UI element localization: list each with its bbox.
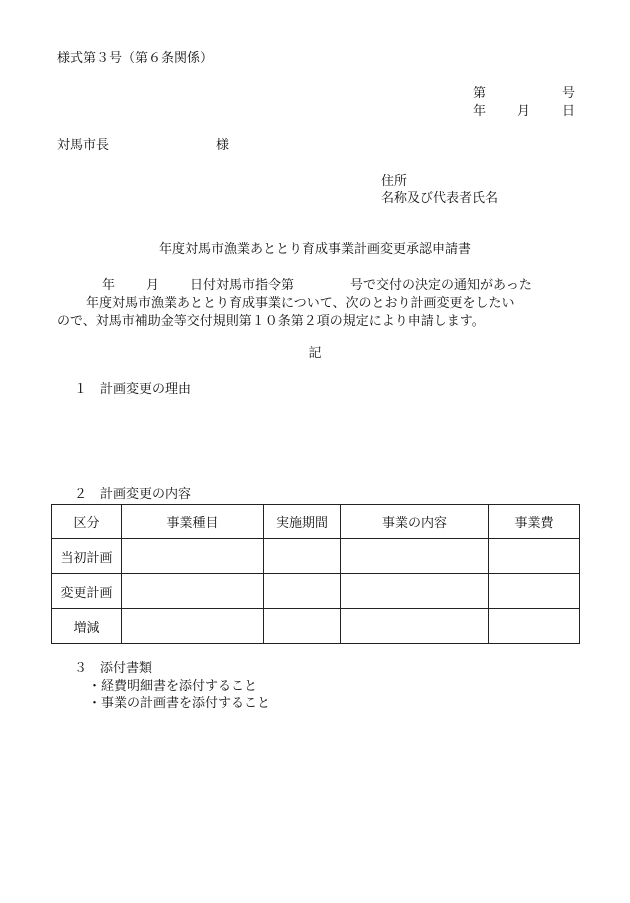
row-label-difference: 増減 xyxy=(52,609,122,644)
table-cell[interactable] xyxy=(341,539,489,574)
table-header-cost: 事業費 xyxy=(489,505,580,539)
body-notice-text: 日付対馬市指令第 xyxy=(190,278,295,293)
date-day-label: 日 xyxy=(561,104,575,119)
table-row xyxy=(52,574,580,609)
document-number-suffix: 号 xyxy=(561,86,575,101)
body-line-3: ので、対馬市補助金等交付規則第１０条第２項の規定により申請します。 xyxy=(57,314,485,329)
table-cell[interactable] xyxy=(489,539,580,574)
date-month-label: 月 xyxy=(517,104,531,119)
applicant-name-label: 名称及び代表者氏名 xyxy=(381,191,499,206)
table-cell[interactable] xyxy=(264,574,341,609)
table-cell[interactable] xyxy=(341,574,489,609)
plan-change-table xyxy=(51,504,580,644)
table-cell[interactable] xyxy=(489,574,580,609)
table-header-row xyxy=(52,505,580,539)
body-notice-end-text: 号で交付の決定の通知があった xyxy=(350,278,532,293)
table-row xyxy=(52,609,580,644)
row-label-original-plan: 当初計画 xyxy=(52,539,122,574)
row-label-changed-plan: 変更計画 xyxy=(52,574,122,609)
body-year-label: 年 xyxy=(102,278,116,293)
table-header-project-type: 事業種目 xyxy=(122,505,264,539)
table-cell[interactable] xyxy=(122,609,264,644)
section-1-heading: １ 計画変更の理由 xyxy=(74,382,192,397)
body-line-1 xyxy=(102,278,562,294)
document-date-line xyxy=(473,104,575,120)
table-cell[interactable] xyxy=(341,609,489,644)
document-number-line xyxy=(473,86,575,102)
table-row xyxy=(52,539,580,574)
body-line-2: 年度対馬市漁業あととり育成事業について、次のとおり計画変更をしたい xyxy=(86,296,515,311)
addressee-honorific: 様 xyxy=(216,138,230,153)
ki-marker: 記 xyxy=(308,346,322,361)
table-cell[interactable] xyxy=(122,539,264,574)
document-number-prefix: 第 xyxy=(473,86,487,101)
table-cell[interactable] xyxy=(489,609,580,644)
form-number-label: 様式第３号（第６条関係） xyxy=(57,51,214,66)
section-2-heading: ２ 計画変更の内容 xyxy=(74,487,192,502)
attachment-item: ・事業の計画書を添付すること xyxy=(88,696,271,711)
table-cell[interactable] xyxy=(122,574,264,609)
document-title: 年度対馬市漁業あととり育成事業計画変更承認申請書 xyxy=(158,242,471,257)
table-header-category: 区分 xyxy=(52,505,122,539)
table-header-content: 事業の内容 xyxy=(341,505,489,539)
attachment-item: ・経費明細書を添付すること xyxy=(88,679,258,694)
addressee-name: 対馬市長 xyxy=(57,138,110,153)
table-header-period: 実施期間 xyxy=(264,505,341,539)
applicant-address-label: 住所 xyxy=(381,174,408,189)
table-cell[interactable] xyxy=(264,609,341,644)
date-year-label: 年 xyxy=(473,104,487,119)
body-month-label: 月 xyxy=(146,278,160,293)
table-cell[interactable] xyxy=(264,539,341,574)
section-3-heading: ３ 添付書類 xyxy=(74,661,153,676)
